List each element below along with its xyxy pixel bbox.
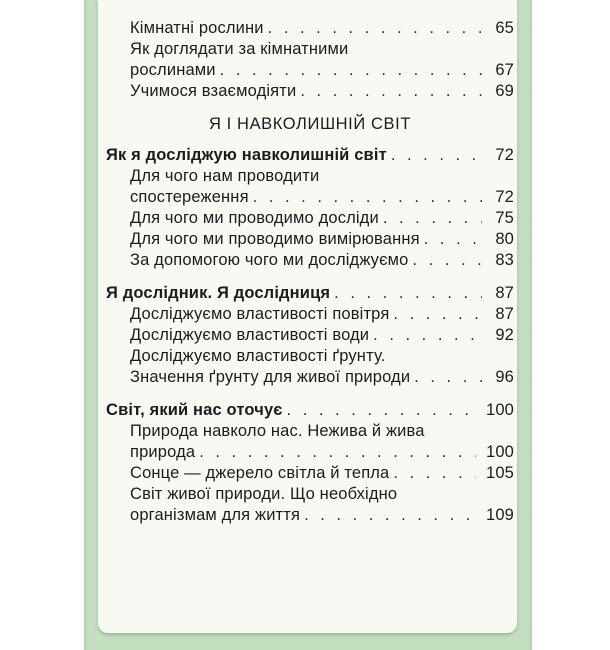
toc-entry[interactable]: [106, 304, 514, 325]
toc-chapter[interactable]: [106, 145, 514, 166]
toc-page-number: 72: [495, 188, 514, 206]
toc-entry[interactable]: [106, 421, 514, 463]
toc-entry[interactable]: [106, 463, 514, 484]
section-title: Я І НАВКОЛИШНІЙ СВІТ: [208, 115, 411, 133]
toc-line: [106, 145, 514, 166]
toc-page-number: 72: [495, 146, 514, 164]
toc-entry-title: Досліджуємо властивості ґрунту.: [130, 347, 386, 365]
toc-entry-title: Для чого ми проводимо вимірювання: [130, 230, 420, 248]
dot-leader: [383, 208, 482, 229]
toc-entry[interactable]: [106, 81, 514, 102]
toc-line: [106, 208, 514, 229]
chapter-title: Світ, який нас оточує: [106, 401, 283, 419]
toc-entry-title: Як доглядати за кімнатними: [130, 40, 349, 58]
dot-leader: [412, 250, 482, 271]
toc-entry[interactable]: [106, 39, 514, 81]
toc-page-number: 105: [486, 464, 514, 482]
dot-leader: [414, 367, 482, 388]
toc-line: [106, 187, 514, 208]
toc-page-number: 92: [495, 326, 514, 344]
dot-leader: [304, 505, 476, 526]
toc-line: [106, 463, 514, 484]
toc-entry-title: Учимося взаємодіяти: [130, 82, 297, 100]
chapter-title: Як я досліджую навколишній світ: [106, 146, 387, 164]
toc-entry-title: За допомогою чого ми досліджуємо: [130, 251, 409, 269]
toc-entry-title: Світ живої природи. Що необхідно: [130, 485, 398, 503]
dot-leader: [391, 145, 482, 166]
contents-page: [98, 0, 517, 633]
toc-entry-title: Сонце — джерело світла й тепла: [130, 464, 390, 482]
toc-entry[interactable]: [106, 325, 514, 346]
toc-entry-title-cont: організмам для життя: [130, 506, 301, 524]
toc-entry-title-cont: природа: [130, 443, 196, 461]
toc-line: [106, 304, 514, 325]
dot-leader: [300, 81, 482, 102]
toc-page-number: 83: [495, 251, 514, 269]
toc-page-number: 96: [495, 368, 514, 386]
toc-line: [106, 39, 514, 60]
toc-line: [106, 18, 514, 39]
toc-entry[interactable]: [106, 208, 514, 229]
dot-leader: [253, 187, 482, 208]
toc-line: [106, 283, 514, 304]
toc-line: [106, 400, 514, 421]
toc-line: [106, 60, 514, 81]
toc-entry[interactable]: [106, 484, 514, 526]
toc-entry-title: Природа навколо нас. Нежива й жива: [130, 422, 425, 440]
toc-entry-title: Для чого ми проводимо досліди: [130, 209, 379, 227]
dot-leader: [393, 463, 476, 484]
dot-leader: [373, 325, 482, 346]
chapter-title: Я дослідник. Я дослідниця: [106, 284, 331, 302]
toc-entry-title-cont: рослинами: [130, 61, 216, 79]
toc-page-number: 100: [486, 401, 514, 419]
dot-leader: [199, 442, 476, 463]
dot-leader: [287, 400, 476, 421]
toc-page-number: 87: [495, 284, 514, 302]
dot-leader: [268, 18, 482, 39]
toc-line: [106, 166, 514, 187]
toc-page-number: 109: [486, 506, 514, 524]
toc-page-number: 80: [495, 230, 514, 248]
toc-entry[interactable]: [106, 229, 514, 250]
toc-line: [106, 325, 514, 346]
toc-line: [106, 346, 514, 367]
toc-entry-title: Досліджуємо властивості води: [130, 326, 370, 344]
toc-page-number: 69: [495, 82, 514, 100]
spacer: [106, 388, 514, 400]
toc-line: [106, 250, 514, 271]
toc-line: [106, 442, 514, 463]
toc-line: [106, 229, 514, 250]
toc-page-number: 100: [486, 443, 514, 461]
toc-page-number: 75: [495, 209, 514, 227]
toc-chapter[interactable]: [106, 283, 514, 304]
toc-line: [106, 421, 514, 442]
toc-entry-title-cont: спостереження: [130, 188, 249, 206]
dot-leader: [334, 283, 482, 304]
dot-leader: [424, 229, 482, 250]
spacer: [106, 271, 514, 283]
dot-leader: [220, 60, 482, 81]
toc-entry[interactable]: [106, 166, 514, 208]
toc-entry[interactable]: [106, 250, 514, 271]
table-of-contents: [106, 18, 514, 526]
toc-line: [106, 81, 514, 102]
toc-page-number: 67: [495, 61, 514, 79]
toc-entry-title: Для чого нам проводити: [130, 167, 320, 185]
toc-entry-title-cont: Значення ґрунту для живої природи: [130, 368, 411, 386]
toc-entry[interactable]: [106, 18, 514, 39]
toc-line: [106, 367, 514, 388]
toc-page-number: 65: [495, 19, 514, 37]
toc-line: [106, 505, 514, 526]
toc-line: [106, 484, 514, 505]
dot-leader: [393, 304, 482, 325]
toc-chapter[interactable]: [106, 400, 514, 421]
toc-entry-title: Досліджуємо властивості повітря: [130, 305, 390, 323]
toc-page-number: 87: [495, 305, 514, 323]
toc-entry-title: Кімнатні рослини: [130, 19, 264, 37]
toc-entry[interactable]: [106, 346, 514, 388]
